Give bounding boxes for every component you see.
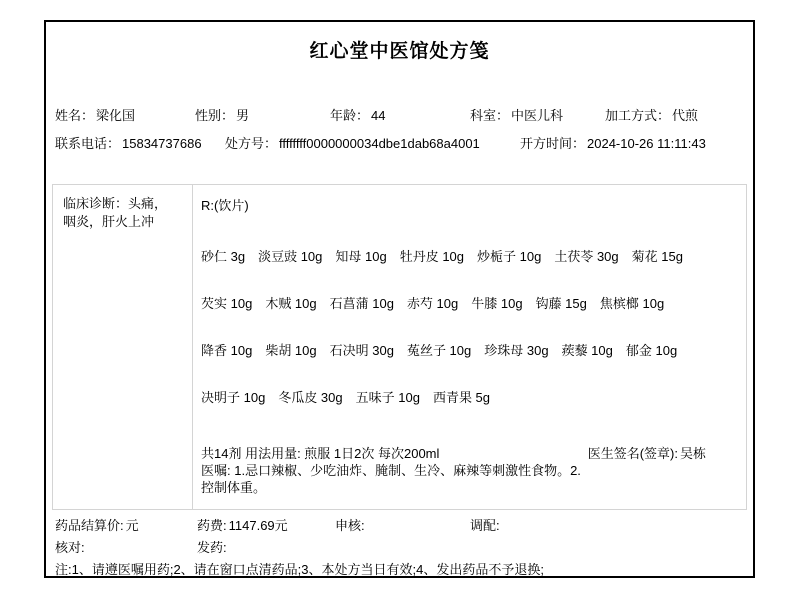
medicine-item: 石菖蒲 10g [329, 296, 394, 311]
processing-method-value: 代煎 [672, 108, 699, 123]
patient-gender-value: 男 [236, 108, 250, 123]
footer [55, 518, 744, 578]
dispense-prep-field [470, 518, 744, 534]
diagnosis-label: 临床诊断： [63, 196, 129, 211]
footer-row-1 [55, 518, 744, 534]
phone-field [55, 136, 202, 152]
patient-info-row-2 [46, 136, 753, 152]
medicine-item: 钩藤 15g [535, 296, 587, 311]
settlement-price-field [55, 518, 197, 534]
dispense-label: 发药: [197, 540, 227, 555]
medicine-item: 木贼 10g [265, 296, 317, 311]
medicine-item: 菟丝子 10g [406, 343, 472, 358]
review-label: 申核: [335, 518, 365, 533]
medicine-item: 柴胡 10g [265, 343, 317, 358]
patient-age-value: 44 [371, 108, 386, 123]
issue-time-field [520, 136, 706, 152]
medicine-line [201, 296, 738, 312]
medicine-item: 决明子 10g [201, 390, 266, 405]
patient-age-label: 年龄： [330, 108, 370, 123]
doctor-signature-value: 吴栋 [679, 446, 706, 461]
medicine-lines [201, 249, 738, 406]
patient-gender-field [195, 108, 249, 124]
prescription-sheet [44, 20, 755, 578]
patient-name-label: 姓名： [55, 108, 95, 123]
medicine-item: 珍珠母 30g [484, 343, 549, 358]
medicine-item: 石决明 30g [329, 343, 394, 358]
settlement-price-value: 元 [125, 518, 139, 533]
medicine-item: 赤芍 10g [406, 296, 459, 311]
rx-cell [193, 185, 746, 509]
page-title: 红心堂中医馆处方笺 [309, 41, 490, 62]
phone-value: 15834737686 [122, 136, 202, 151]
dispense-prep-label: 调配: [470, 518, 500, 533]
dispense-field [197, 540, 335, 556]
patient-name-value: 梁化国 [96, 108, 136, 123]
medicine-item: 西青果 5g [432, 390, 491, 405]
patient-info-row-1 [46, 108, 753, 124]
doctor-signature-field [588, 446, 706, 462]
patient-age-field [330, 108, 385, 124]
usage-summary-row [201, 446, 738, 462]
diagnosis-value: 头痛，咽炎，肝火上冲 [63, 196, 168, 229]
medicine-item: 淡豆豉 10g [258, 249, 323, 264]
doctor-advice-line-1: 医嘱: 1.忌口辣椒、少吃油炸、腌制、生冷、麻辣等刺激性食物。2. [201, 463, 581, 478]
medicine-item: 焦槟榔 10g [599, 296, 665, 311]
medicine-line [201, 390, 738, 406]
settlement-price-label: 药品结算价: [55, 518, 124, 533]
processing-method-field [605, 108, 698, 124]
medicine-line [201, 343, 738, 359]
prescription-body [52, 184, 747, 510]
medicine-item: 炒栀子 10g [477, 249, 542, 264]
medicine-item: 菊花 15g [631, 249, 683, 264]
medicine-item: 降香 10g [201, 343, 253, 358]
check-label: 核对: [55, 540, 85, 555]
processing-method-label: 加工方式： [605, 108, 671, 123]
medicine-item: 知母 10g [335, 249, 387, 264]
department-value: 中医儿科 [511, 108, 564, 123]
department-field [470, 108, 563, 124]
medicine-fee-field [197, 518, 335, 534]
doctor-signature-label: 医生签名(签章): [587, 446, 678, 461]
department-label: 科室： [470, 108, 510, 123]
medicine-fee-label: 药费: [197, 518, 227, 533]
prescription-number-value: ffffffff0000000034dbe1dab68a4001 [279, 136, 480, 151]
issue-time-label: 开方时间： [520, 136, 586, 151]
issue-time-value: 2024-10-26 11:11:43 [587, 136, 706, 151]
prescription-number-field [225, 136, 480, 152]
clinical-diagnosis-cell [53, 185, 193, 509]
medicine-line [201, 249, 738, 265]
medicine-item: 牛膝 10g [471, 296, 523, 311]
usage-summary: 共14剂 用法用量: 煎服 1日2次 每次200ml [201, 446, 440, 461]
review-field [335, 518, 470, 534]
patient-name-field [55, 108, 135, 124]
patient-gender-label: 性别： [195, 108, 235, 123]
medicine-item: 芡实 10g [201, 296, 253, 311]
rx-header: R:(饮片) [201, 198, 249, 213]
medicine-fee-value: 1147.69元 [228, 518, 288, 533]
check-field [55, 540, 197, 556]
medicine-item: 牡丹皮 10g [399, 249, 465, 264]
medicine-item: 冬瓜皮 30g [278, 390, 343, 405]
phone-label: 联系电话： [55, 136, 121, 151]
footer-note: 注:1、请遵医嘱用药;2、请在窗口点清药品;3、本处方当日有效;4、发出药品不予退换; [55, 562, 544, 577]
medicine-item: 砂仁 3g [201, 249, 246, 264]
prescription-number-label: 处方号： [225, 136, 278, 151]
medicine-item: 蒺藜 10g [561, 343, 613, 358]
medicine-item: 郁金 10g [625, 343, 678, 358]
doctor-advice-line-2: 控制体重。 [201, 480, 267, 495]
medicine-item: 土茯苓 30g [554, 249, 619, 264]
medicine-item: 五味子 10g [355, 390, 420, 405]
footer-row-2 [55, 540, 744, 556]
